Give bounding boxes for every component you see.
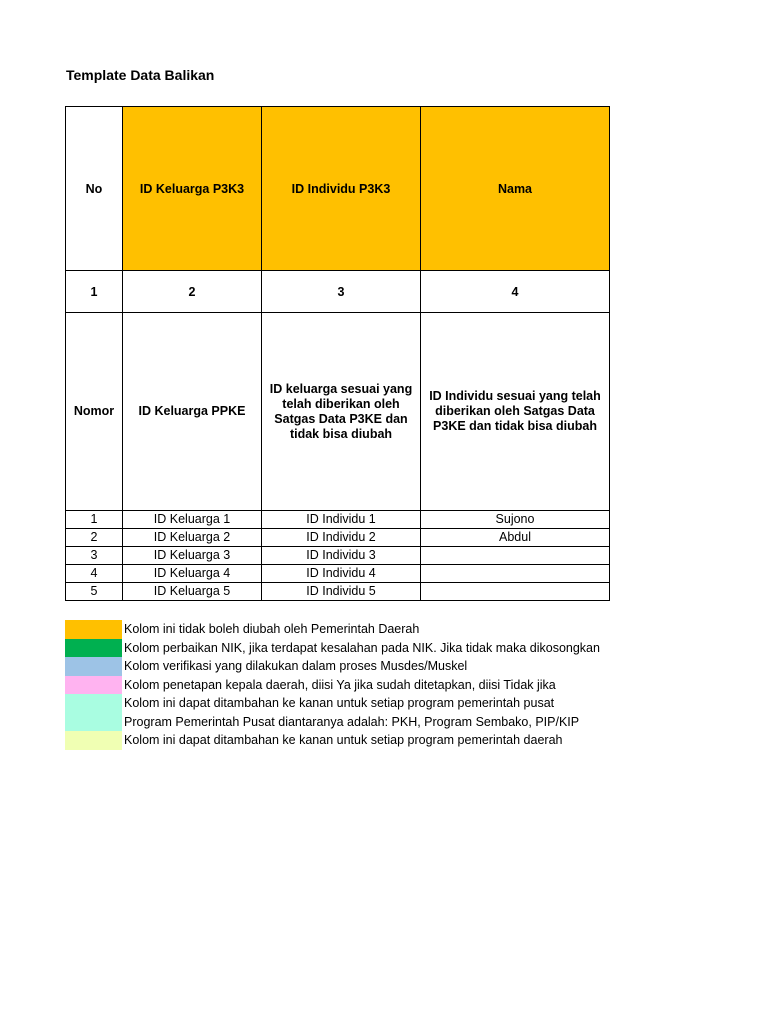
legend-swatch[interactable] — [65, 731, 122, 750]
description-nama[interactable]: ID Individu sesuai yang telah diberikan oleh Satgas Data P3KE dan tidak bisa diubah — [421, 313, 610, 511]
header-id-individu[interactable]: ID Individu P3K3 — [262, 107, 421, 271]
legend-row — [65, 731, 609, 750]
cell-id-individu[interactable]: ID Individu 1 — [262, 511, 421, 529]
legend-text[interactable]: Kolom verifikasi yang dilakukan dalam proses Musdes/Muskel — [124, 659, 468, 674]
column-number-3[interactable]: 3 — [262, 271, 421, 313]
cell-nama[interactable] — [421, 583, 610, 601]
cell-nama[interactable] — [421, 565, 610, 583]
header-no[interactable]: No — [66, 107, 123, 271]
cell-id-keluarga[interactable]: ID Keluarga 2 — [123, 529, 262, 547]
table-row — [66, 547, 610, 565]
color-legend — [65, 620, 609, 750]
cell-nama[interactable]: Sujono — [421, 511, 610, 529]
legend-text[interactable]: Kolom ini tidak boleh diubah oleh Pemerintah Daerah — [124, 622, 420, 637]
column-number-4[interactable]: 4 — [421, 271, 610, 313]
cell-id-keluarga[interactable]: ID Keluarga 4 — [123, 565, 262, 583]
cell-id-individu[interactable]: ID Individu 3 — [262, 547, 421, 565]
column-number-row — [66, 271, 610, 313]
legend-swatch[interactable] — [65, 694, 122, 713]
legend-text[interactable]: Kolom ini dapat ditambahan ke kanan untuk setiap program pemerintah pusat — [124, 696, 555, 711]
legend-swatch[interactable] — [65, 657, 122, 676]
legend-swatch[interactable] — [65, 620, 122, 639]
cell-id-individu[interactable]: ID Individu 5 — [262, 583, 421, 601]
column-number-2[interactable]: 2 — [123, 271, 262, 313]
legend-text[interactable]: Program Pemerintah Pusat diantaranya adalah: PKH, Program Sembako, PIP/KIP — [124, 714, 580, 729]
legend-swatch[interactable] — [65, 676, 122, 695]
page-title: Template Data Balikan — [66, 67, 215, 83]
header-nama[interactable]: Nama — [421, 107, 610, 271]
description-id-individu[interactable]: ID keluarga sesuai yang telah diberikan oleh Satgas Data P3KE dan tidak bisa diubah — [262, 313, 421, 511]
cell-no[interactable]: 2 — [66, 529, 123, 547]
cell-no[interactable]: 5 — [66, 583, 123, 601]
table-row — [66, 583, 610, 601]
table-row — [66, 511, 610, 529]
cell-no[interactable]: 3 — [66, 547, 123, 565]
legend-text[interactable]: Kolom perbaikan NIK, jika terdapat kesalahan pada NIK. Jika tidak maka dikosongkan — [124, 640, 600, 655]
cell-id-individu[interactable]: ID Individu 4 — [262, 565, 421, 583]
legend-row — [65, 676, 609, 695]
description-row — [66, 313, 610, 511]
cell-id-keluarga[interactable]: ID Keluarga 5 — [123, 583, 262, 601]
cell-id-keluarga[interactable]: ID Keluarga 1 — [123, 511, 262, 529]
legend-swatch[interactable] — [65, 639, 122, 658]
table-row — [66, 565, 610, 583]
legend-text[interactable]: Kolom ini dapat ditambahan ke kanan untuk setiap program pemerintah daerah — [124, 733, 563, 748]
cell-no[interactable]: 4 — [66, 565, 123, 583]
legend-swatch[interactable] — [65, 713, 122, 732]
header-id-keluarga[interactable]: ID Keluarga P3K3 — [123, 107, 262, 271]
cell-id-individu[interactable]: ID Individu 2 — [262, 529, 421, 547]
table-row — [66, 529, 610, 547]
cell-nama[interactable] — [421, 547, 610, 565]
description-id-keluarga[interactable]: ID Keluarga PPKE — [123, 313, 262, 511]
legend-text[interactable]: Kolom penetapan kepala daerah, diisi Ya jika sudah ditetapkan, diisi Tidak jika — [124, 677, 556, 692]
legend-row — [65, 694, 609, 713]
description-no[interactable]: Nomor — [66, 313, 123, 511]
column-number-1[interactable]: 1 — [66, 271, 123, 313]
header-row — [66, 107, 610, 271]
legend-row — [65, 713, 609, 732]
cell-no[interactable]: 1 — [66, 511, 123, 529]
cell-id-keluarga[interactable]: ID Keluarga 3 — [123, 547, 262, 565]
legend-row — [65, 620, 609, 639]
legend-row — [65, 657, 609, 676]
data-table — [65, 106, 610, 601]
legend-row — [65, 639, 609, 658]
cell-nama[interactable]: Abdul — [421, 529, 610, 547]
